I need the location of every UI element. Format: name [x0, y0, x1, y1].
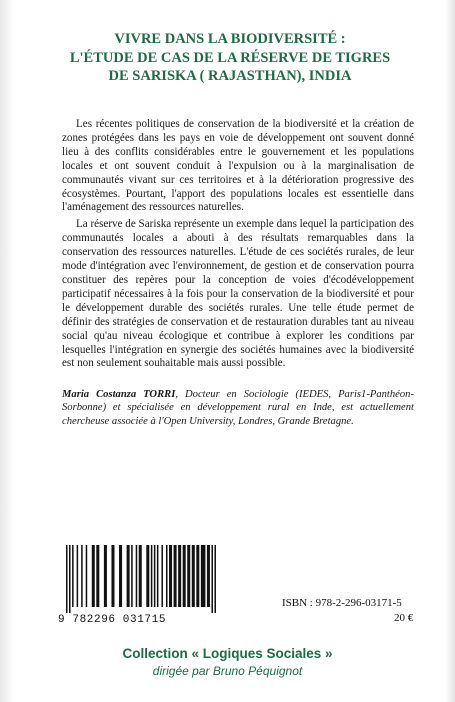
summary-paragraph-2: La réserve de Sariska représente un exemple dans lequel la participation des communautés locales a abouti à des résultats remarquables dans la conservation des ressources naturelles. L'étude de ces sociétés rurales, de leur mode d'intégration avec l'environnement, de gestion et de conservation pourra constituer des repères pour la conception de voies d'écodéveloppement participatif nécessaires à la fois pour la conservation de la biodiversité et pour le développement durable des sociétés rurales. Une telle étude permet de définir des stratégies de conservation et de restauration durables tant au niveau social qu'au niveau écologique et contribue à explorer les conditions par lesquelles l'intégration en synergie des sociétés humaines avec la biodiversité est non seulement souhaitable mais aussi possible. [62, 218, 414, 370]
barcode-bar [86, 545, 88, 607]
title-line-2: L'ÉTUDE DE CAS DE LA RÉSERVE DE TIGRES [69, 49, 391, 66]
collection-director: dirigée par Bruno Péquignot [152, 664, 303, 678]
barcode-bars [58, 545, 218, 613]
barcode-bar [187, 545, 190, 607]
barcode-bar [81, 545, 83, 607]
summary-paragraph-1: Les récentes politiques de conservation de la biodiversité et la création de zones protégées dans les pays en voie de développement ont souvent donné lieu à des conflits considérables entre le gouvernement et les populations locales et ont souvent conduit à l'expulsion ou à la marginalisation de communautés vivant sur ces territoires et à la détérioration progressive des écosystèmes. Pourtant, l'apport des populations locales est essentielle dans l'aménagement des ressources naturelles. [62, 118, 414, 214]
barcode-bar [201, 545, 206, 607]
author-name: Maria Costanza TORRI [62, 389, 176, 400]
barcode-bar [66, 545, 68, 613]
barcode-bar [136, 545, 138, 607]
barcode-bar [214, 545, 216, 613]
author-description: , Docteur en Sociologie (IEDES, Paris1-Panthéon-Sorbonne) et spécialisée en développement rural en Inde, est actuellement chercheuse associée à l'Open University, Londres, Grande Bretagne. [62, 389, 414, 427]
barcode-bar [161, 545, 163, 607]
barcode-bar [157, 545, 159, 607]
barcode-bar [154, 545, 156, 607]
summary-text [62, 118, 414, 374]
barcode-bar [77, 545, 79, 607]
barcode-bar [111, 545, 114, 607]
barcode-bar [183, 545, 186, 607]
author-bio [62, 388, 414, 428]
barcode-bar [207, 545, 210, 607]
barcode-bar [151, 545, 153, 607]
barcode-bar [92, 545, 95, 607]
barcode-bar [131, 545, 133, 607]
barcode-bar [72, 545, 74, 607]
barcode-bar [69, 545, 71, 613]
isbn-number: ISBN : 978-2-296-03171-5 [282, 597, 402, 609]
collection-name: Collection « Logiques Sociales » [122, 646, 333, 661]
barcode-bar [192, 545, 195, 607]
barcode-bar [139, 545, 142, 607]
barcode-bar [146, 545, 149, 607]
barcode-digits: 9 782296 031715 [58, 614, 167, 626]
barcode-bar [211, 545, 213, 613]
barcode-bar [178, 545, 181, 607]
book-title [20, 30, 440, 86]
barcode-bar [174, 545, 177, 607]
barcode-bar [104, 545, 107, 607]
barcode-bar [169, 545, 172, 607]
barcode [58, 545, 218, 631]
barcode-bar [196, 545, 199, 607]
barcode-bar [166, 545, 168, 607]
barcode-bar [96, 545, 99, 607]
title-line-3: DE SARISKA ( RAJASTHAN), INDIA [108, 68, 352, 84]
barcode-bar [119, 545, 122, 607]
title-line-1: VIVRE DANS LA BIODIVERSITÉ : [114, 31, 346, 47]
barcode-bar [127, 545, 130, 607]
price: 20 € [394, 612, 414, 624]
